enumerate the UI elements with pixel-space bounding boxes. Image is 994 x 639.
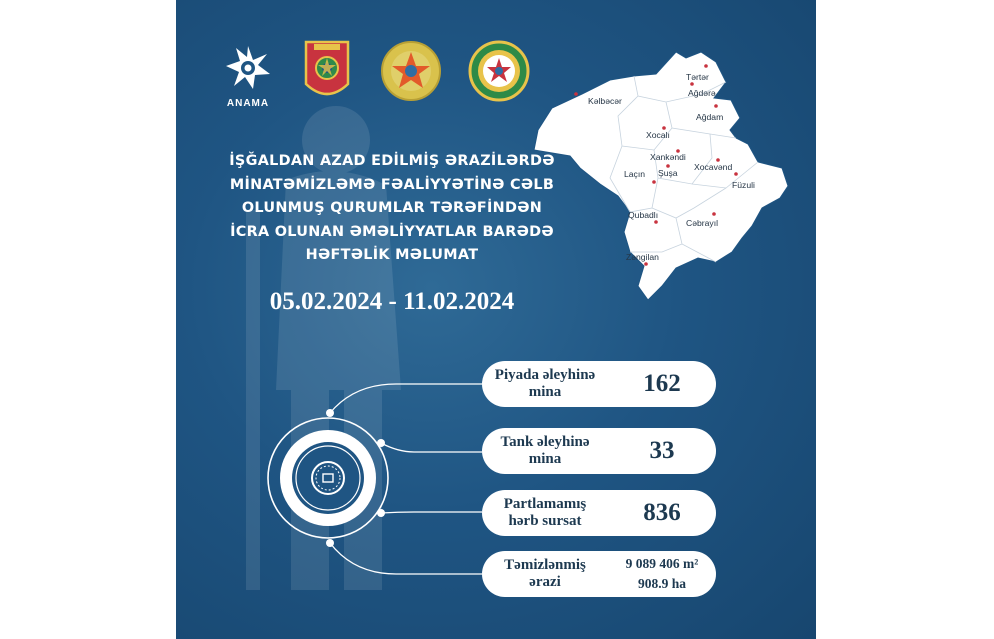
stat-card-antitank-mines [482,428,716,474]
stat-value: 162 [643,370,681,397]
title-line-1: İŞĞALDAN AZAD EDİLMİŞ ƏRAZİLƏRDƏ [229,153,555,169]
stat-label [482,434,608,468]
stat-card-unexploded-ordnance [482,490,716,536]
stat-value: 836 [643,499,681,526]
stat-value-area-m2: 9 089 406 m² [625,556,699,571]
stat-label-line: mina [528,451,562,467]
map-label-agdam: Ağdam [696,112,724,122]
stat-label-line: hərb sursat [508,513,582,529]
stat-label [482,496,608,530]
map-label-terter: Tərtər [686,72,709,82]
stat-value: 33 [649,437,675,464]
anama-logo-text: ANAMA [226,98,270,109]
map-label-xankendi: Xankəndi [650,152,686,162]
infographic-card [176,0,816,639]
stats-connector [176,0,816,639]
stat-value [608,554,716,594]
title-line-2: MİNATƏMİZLƏMƏ FƏALİYYƏTİNƏ CƏLB [229,176,555,193]
inner-disc [292,442,364,514]
stat-card-antipersonnel-mines [482,361,716,407]
map-label-qubadli: Qubadlı [628,210,659,220]
stat-label-line: Partlamamış [503,496,587,512]
map-label-agdere: Ağdərə [688,88,716,98]
map-label-xocavend: Xocavənd [694,162,733,172]
stat-label-line: Təmizlənmiş [504,557,586,573]
stat-label-line: Piyada əleyhinə [494,367,596,383]
stat-label-line: mina [528,384,562,400]
map-label-cebrayil: Cəbrayıl [686,218,718,228]
map-label-zengilan: Zəngilan [626,252,659,262]
stat-card-cleared-area [482,551,716,597]
map-label-lacin: Laçın [624,169,646,179]
title-line-3: OLUNMUŞ QURUMLAR TƏRƏFİNDƏN [241,200,543,217]
stat-value-area-ha: 908.9 ha [637,576,686,591]
map-label-fuzuli: Füzuli [732,180,755,190]
map-label-xocali: Xocalı [646,130,670,140]
stat-label-line: ərazi [529,574,561,590]
map-label-susa: Şuşa [658,168,678,178]
date-range: 05.02.2024 - 11.02.2024 [269,288,515,315]
title-line-5: HƏFTƏLİK MƏLUMAT [305,247,479,264]
stat-label-line: Tank əleyhinə [500,434,590,450]
stat-label [482,557,608,591]
map-label-kelbecer: Kəlbəcər [588,96,622,106]
title-line-4: İCRA OLUNAN ƏMƏLİYYATLAR BARƏDƏ [230,223,554,240]
stat-label [482,367,608,401]
